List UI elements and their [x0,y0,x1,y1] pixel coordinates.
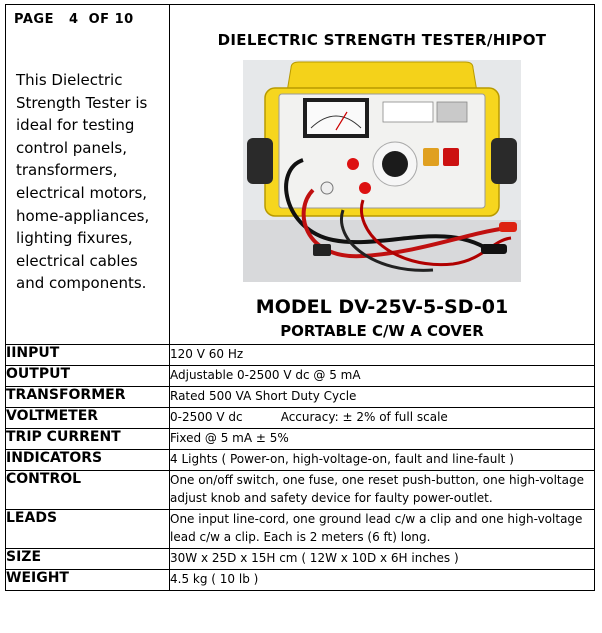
spec-row [6,549,595,570]
intro-cell [6,5,170,345]
spec-row [6,450,595,471]
spec-row [6,510,595,549]
spec-row [6,408,595,429]
tester-illustration [243,60,521,282]
spec-value: 30W x 25D x 15H cm ( 12W x 10D x 6H inches ) [170,549,595,570]
spec-label: SIZE [6,549,170,570]
spec-value: Rated 500 VA Short Duty Cycle [170,387,595,408]
spec-value: Fixed @ 5 mA ± 5% [170,429,595,450]
spec-label: OUTPUT [6,366,170,387]
spec-row [6,366,595,387]
intro-text: This Dielectric Strength Tester is ideal for testing control panels, transformers, electrical motors, home-appliances, lighting fixures, electrical cables and components. [16,71,150,293]
product-photo [243,60,521,282]
spec-row [6,387,595,408]
page-number: PAGE 4 OF 10 [14,12,134,27]
spec-label: CONTROL [6,471,170,510]
spec-sheet [5,4,595,591]
spec-label: WEIGHT [6,570,170,591]
spec-value: Adjustable 0-2500 V dc @ 5 mA [170,366,595,387]
spec-label: TRIP CURRENT [6,429,170,450]
spec-label: IINPUT [6,345,170,366]
spec-value: 4.5 kg ( 10 lb ) [170,570,595,591]
spec-row [6,570,595,591]
product-subtitle: PORTABLE C/W A COVER [280,322,484,340]
spec-value: 0-2500 V dc Accuracy: ± 2% of full scale [170,408,595,429]
spec-label: VOLTMETER [6,408,170,429]
spec-label: LEADS [6,510,170,549]
spec-label: TRANSFORMER [6,387,170,408]
spec-value: One input line-cord, one ground lead c/w a clip and one high-voltage lead c/w a clip. Each is 2 meters (6 ft) long. [170,510,595,549]
model-number: MODEL DV-25V-5-SD-01 [255,296,509,318]
spec-row [6,471,595,510]
spec-label: INDICATORS [6,450,170,471]
spec-value: 120 V 60 Hz [170,345,595,366]
spec-row [6,345,595,366]
spec-row [6,429,595,450]
product-title: DIELECTRIC STRENGTH TESTER/HIPOT [217,31,547,49]
spec-value: One on/off switch, one fuse, one reset push-button, one high-voltage adjust knob and safety device for faulty power-outlet. [170,471,595,510]
title-cell [170,5,595,345]
spec-value: 4 Lights ( Power-on, high-voltage-on, fault and line-fault ) [170,450,595,471]
